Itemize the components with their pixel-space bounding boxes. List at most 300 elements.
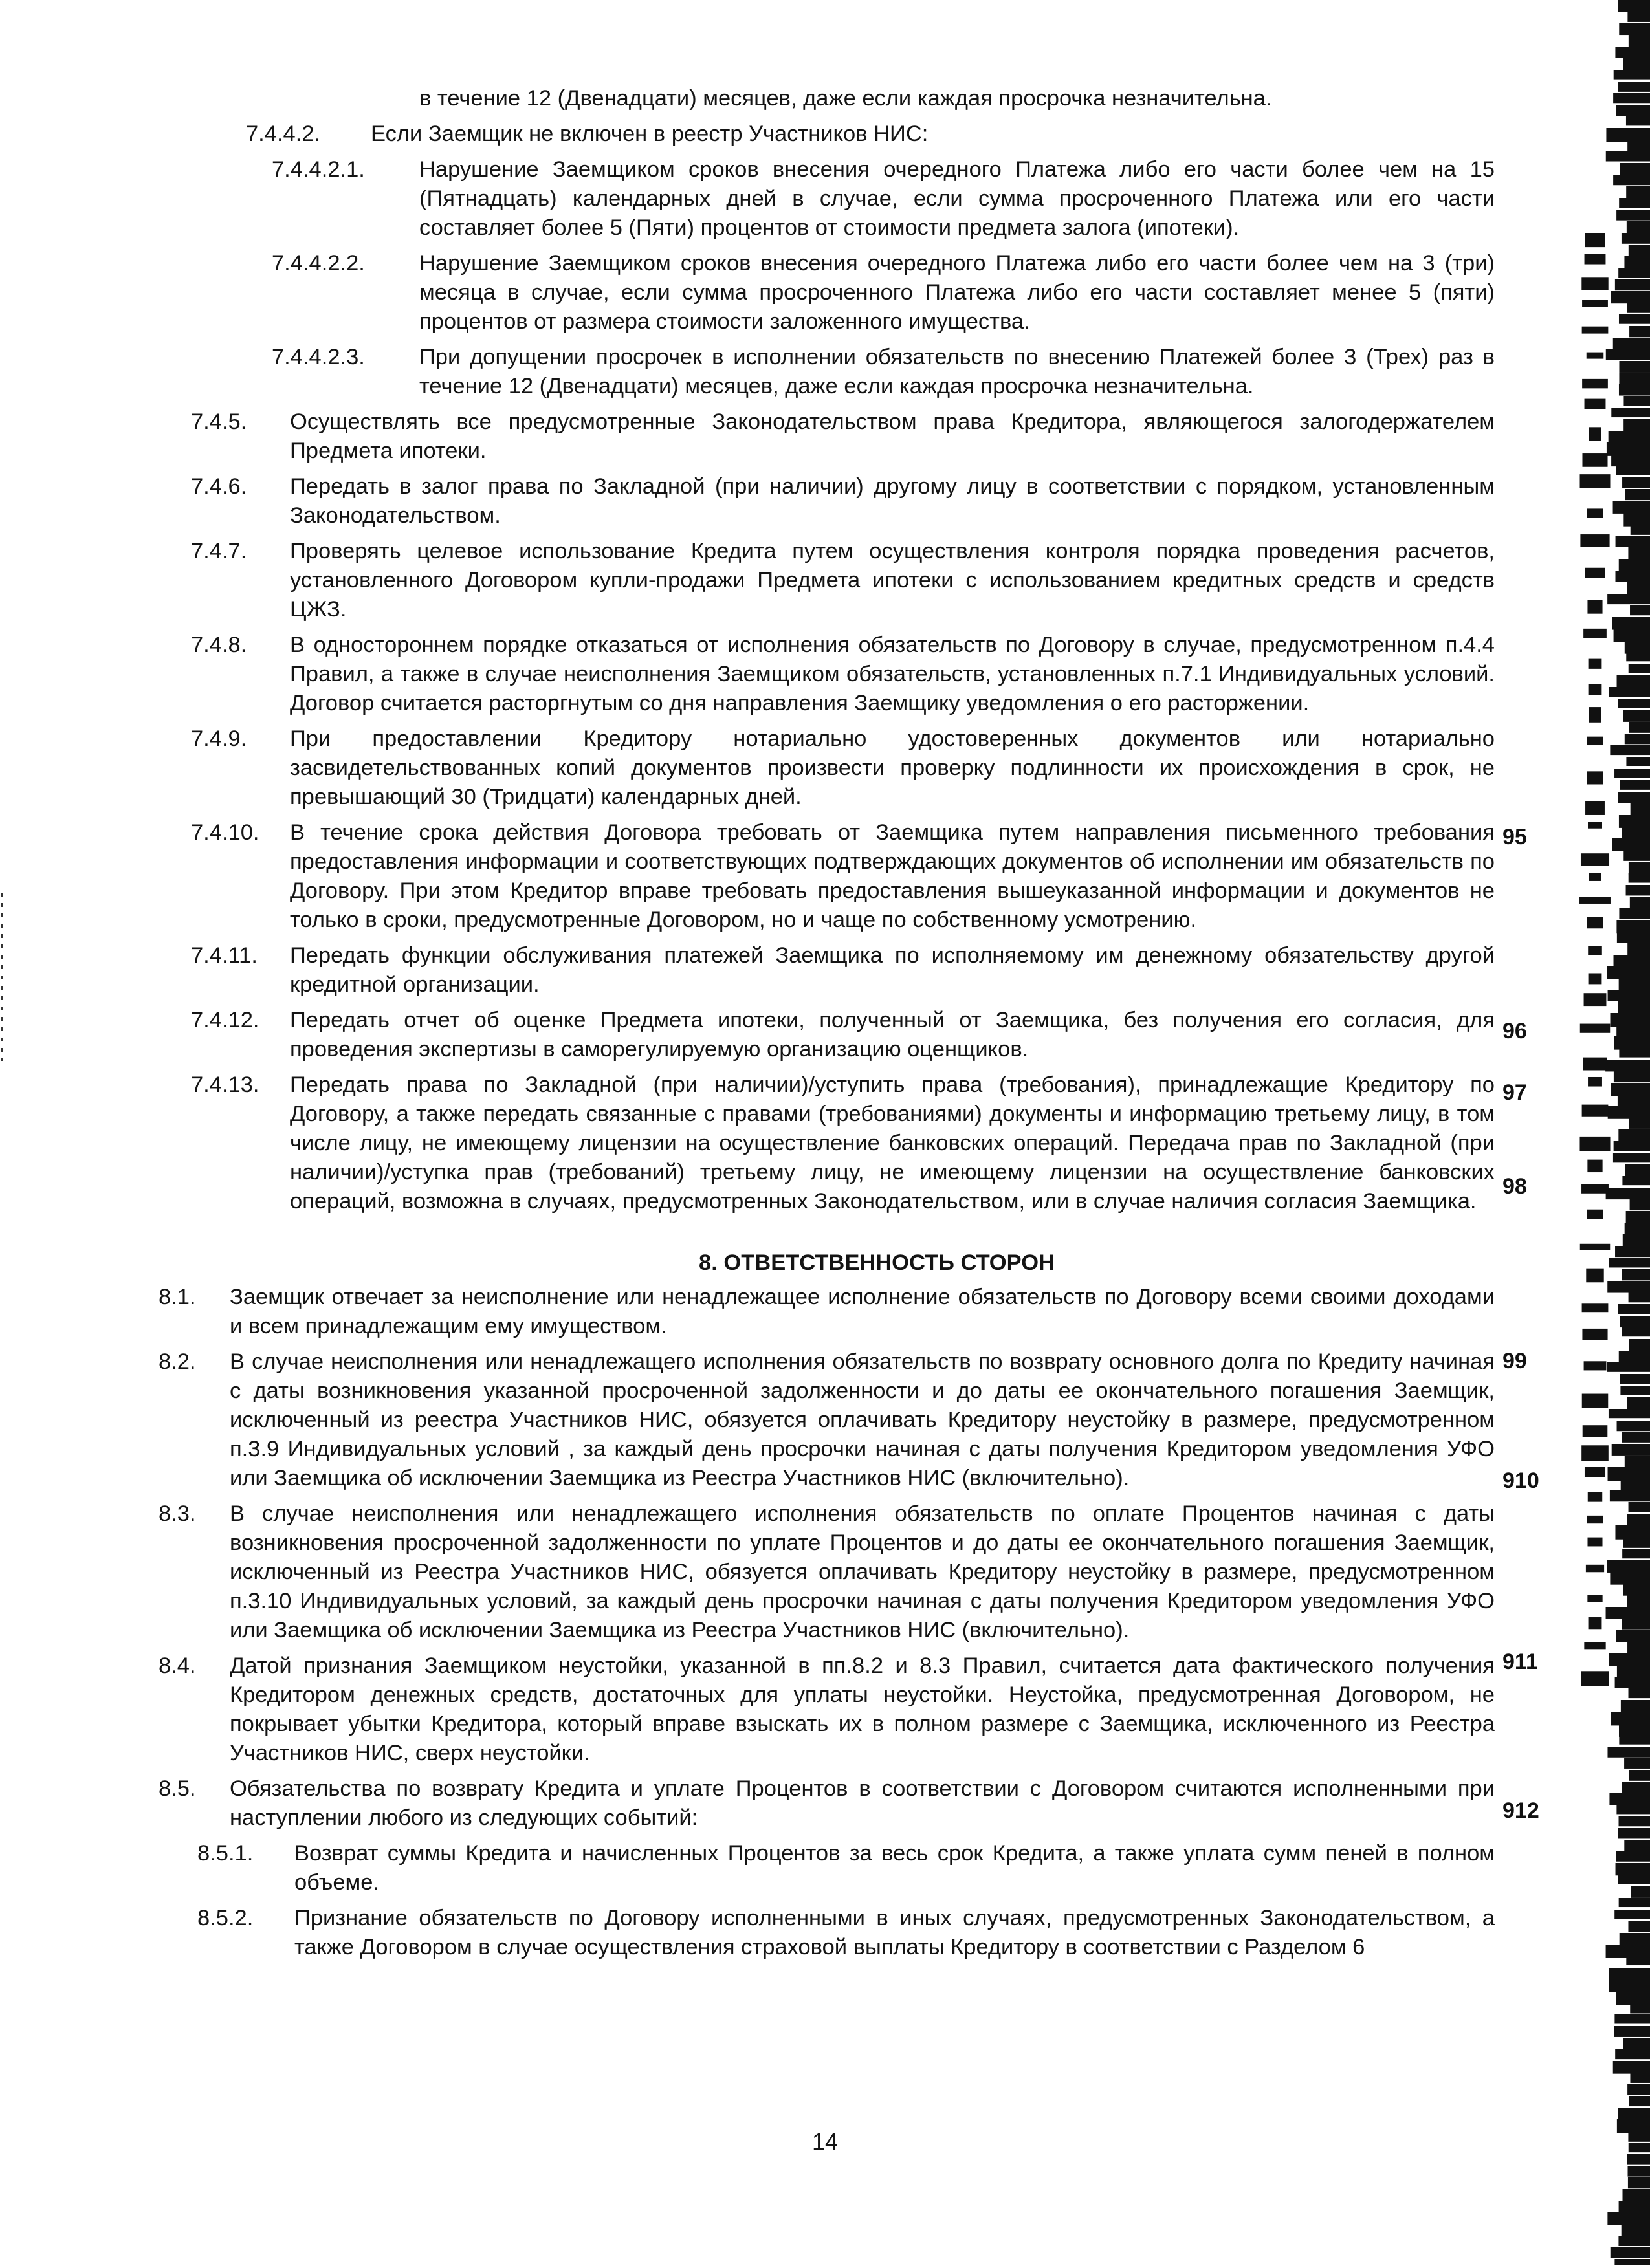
edge-bar [1586, 1565, 1604, 1572]
edge-stroke [1616, 1805, 1650, 1814]
edge-stroke [1618, 1875, 1650, 1884]
edge-stroke [1622, 1327, 1650, 1336]
scan-left-edge [0, 0, 5, 2265]
edge-stroke [1622, 233, 1650, 244]
edge-stroke [1613, 338, 1650, 350]
page-number: 14 [811, 2128, 839, 2155]
clause-number: 8.5.1. [197, 1841, 254, 1866]
edge-stroke [1624, 1758, 1650, 1769]
edge-stroke [1611, 2247, 1650, 2258]
clause [149, 537, 1495, 624]
edge-bar [1589, 659, 1602, 669]
edge-stroke [1622, 1619, 1650, 1630]
edge-stroke [1627, 1595, 1650, 1608]
edge-stroke [1628, 2131, 1650, 2142]
clause-number: 8.1. [159, 1285, 196, 1309]
clause [149, 249, 1495, 336]
edge-bar [1588, 822, 1602, 829]
clause [149, 818, 1495, 935]
edge-bar [1580, 534, 1609, 547]
edge-stroke [1629, 873, 1650, 883]
clause-text: Если Заемщик не включен в реестр Участников НИС: [371, 122, 929, 146]
clause [149, 1652, 1495, 1768]
edge-stroke [1618, 2236, 1650, 2246]
edge-stroke [1614, 1036, 1650, 1050]
edge-stroke [1620, 1374, 1650, 1384]
edge-stroke [1623, 1537, 1650, 1548]
edge-stroke [1629, 1688, 1650, 1698]
clause [149, 155, 1495, 243]
edge-bar [1580, 474, 1611, 488]
edge-stroke [1615, 1677, 1650, 1688]
edge-stroke [1607, 2212, 1650, 2225]
edge-stroke [1619, 1735, 1650, 1745]
edge-stroke [1626, 757, 1650, 766]
edge-stroke [1627, 12, 1650, 22]
margin-mark: 97 [1502, 1080, 1527, 1105]
edge-bar [1585, 254, 1606, 265]
edge-stroke [1607, 594, 1650, 604]
edge-stroke [1620, 780, 1650, 790]
clause-number: 8.2. [159, 1349, 196, 1374]
edge-stroke [1629, 862, 1650, 875]
edge-stroke [1612, 838, 1650, 851]
edge-stroke [1631, 524, 1650, 535]
clause-number: 7.4.4.2.3. [272, 345, 365, 369]
edge-bar [1587, 1210, 1603, 1219]
clause [149, 472, 1495, 530]
clause-continuation: в течение 12 (Двенадцати) месяцев, даже если каждая просрочка незначительна. [419, 86, 1272, 111]
edge-stroke [1613, 501, 1650, 514]
edge-stroke [1618, 2108, 1650, 2119]
edge-bar [1589, 684, 1602, 695]
edge-stroke [1629, 664, 1650, 673]
edge-stroke [1617, 1421, 1650, 1431]
edge-bar [1581, 1184, 1609, 1194]
edge-stroke [1627, 221, 1650, 234]
edge-stroke [1631, 803, 1650, 816]
edge-stroke [1629, 2096, 1650, 2106]
edge-stroke [1606, 1188, 1650, 1199]
clause [149, 1071, 1495, 1216]
clause [149, 941, 1495, 999]
edge-bar [1582, 1329, 1607, 1340]
clause [149, 1283, 1495, 1341]
edge-bar [1588, 946, 1602, 955]
edge-stroke [1630, 2003, 1650, 2013]
clause [149, 631, 1495, 718]
edge-stroke [1626, 652, 1650, 661]
edge-stroke [1606, 1945, 1650, 1958]
edge-stroke [1607, 1281, 1650, 1293]
edge-stroke [1623, 710, 1650, 722]
clauses-section-8 [149, 1283, 1495, 1962]
clause-number: 7.4.13. [191, 1073, 259, 1097]
clause-text: Обязательства по возврату Кредита и уплате Процентов в соответствии с Договором считаются исполненными при наступлении любого из следующих событий: [230, 1776, 1495, 1830]
edge-stroke [1618, 1001, 1650, 1014]
clause-number: 7.4.5. [191, 409, 247, 434]
clause-number: 7.4.9. [191, 726, 247, 751]
edge-bar [1582, 1105, 1609, 1117]
margin-mark: 911 [1502, 1650, 1538, 1674]
edge-bar [1583, 1425, 1608, 1437]
edge-stroke [1614, 1141, 1650, 1151]
edge-stroke [1626, 1956, 1650, 1965]
edge-stroke [1618, 699, 1650, 708]
edge-stroke [1609, 1653, 1650, 1666]
edge-stroke [1619, 361, 1650, 373]
edge-stroke [1616, 210, 1650, 221]
edge-stroke [1613, 175, 1650, 185]
edge-stroke [1619, 1048, 1650, 1058]
clause-number: 8.5.2. [197, 1906, 254, 1930]
clause-text: Передать отчет об оценке Предмета ипотеки, полученный от Заемщика, без получения его согласия, для проведения экспертизы в саморегулируемую организацию оценщиков. [290, 1008, 1495, 1062]
edge-bar [1589, 1617, 1602, 1629]
clause [149, 1839, 1495, 1897]
edge-bar [1589, 873, 1601, 881]
edge-stroke [1627, 1642, 1650, 1653]
clause [149, 1499, 1495, 1645]
clause-number: 8.5. [159, 1776, 196, 1801]
edge-bar [1587, 508, 1603, 518]
margin-mark: 910 [1502, 1468, 1539, 1493]
edge-bar [1589, 427, 1601, 441]
edge-stroke [1627, 582, 1650, 595]
clause-text: Признание обязательств по Договору исполненными в иных случаях, предусмотренных Законодательством, а также Договором в случае осуществления страховой выплаты Кредитору в соответствии с Разделом 6 [294, 1906, 1495, 1959]
edge-bar [1585, 1467, 1605, 1477]
edge-stroke [1626, 1211, 1650, 1223]
edge-stroke [1625, 489, 1650, 500]
edge-stroke [1614, 2259, 1650, 2265]
margin-mark: 95 [1502, 825, 1527, 849]
edge-stroke [1620, 1316, 1650, 1327]
edge-stroke [1630, 897, 1650, 909]
edge-stroke [1616, 571, 1650, 582]
edge-stroke [1607, 442, 1650, 456]
edge-bar [1585, 801, 1605, 815]
edge-stroke [1625, 1456, 1650, 1468]
edge-bar [1583, 1058, 1607, 1071]
edge-bar [1587, 1595, 1602, 1602]
edge-stroke [1615, 1246, 1650, 1257]
clauses-section-7 [149, 84, 1495, 1216]
edge-stroke [1629, 1339, 1650, 1352]
edge-stroke [1629, 722, 1650, 733]
clause-number: 7.4.4.2.2. [272, 251, 365, 276]
edge-stroke [1613, 2061, 1650, 2074]
clause-number: 7.4.7. [191, 539, 247, 563]
edge-stroke [1620, 1386, 1650, 1395]
edge-stroke [1622, 1549, 1650, 1558]
edge-stroke [1606, 349, 1650, 360]
edge-stroke [1614, 769, 1650, 778]
edge-stroke [1629, 1770, 1650, 1781]
edge-stroke [1626, 116, 1650, 125]
scan-right-edge [1495, 0, 1650, 2265]
edge-bar [1585, 568, 1605, 578]
edge-bar [1589, 973, 1602, 984]
edge-stroke [1610, 1490, 1650, 1501]
clause-text: В течение срока действия Договора требовать от Заемщика путем направления письменного требования предоставления информации и соответствующих подтверждающих документов об исполнении им обязательств по Договору. При этом Кредитор вправе требовать предоставления вышеуказанной информации и документов не только в сроки, предусмотренные Договором, но и чаще по собственному усмотрению. [290, 820, 1495, 932]
edge-stroke [1606, 151, 1650, 162]
edge-stroke [1619, 1351, 1650, 1362]
edge-stroke [1619, 23, 1650, 35]
edge-bar [1582, 1303, 1609, 1312]
edge-bar [1580, 1024, 1610, 1033]
edge-stroke [1627, 2166, 1650, 2177]
edge-bar [1579, 897, 1611, 904]
edge-stroke [1607, 1560, 1650, 1573]
clause [149, 1774, 1495, 1833]
edge-bar [1589, 707, 1601, 723]
edge-stroke [1627, 140, 1650, 151]
edge-stroke [1614, 629, 1650, 642]
edge-stroke [1629, 2143, 1650, 2152]
edge-stroke [1622, 1176, 1650, 1185]
edge-stroke [1617, 675, 1650, 689]
clause-number: 7.4.10. [191, 820, 259, 845]
edge-stroke [1620, 163, 1650, 175]
clause-text: Датой признания Заемщиком неустойки, указанной в пп.8.2 и 8.3 Правил, считается дата фактического получения Кредитором денежных средств, достаточных для уплаты неустойки. Неустойка, предусмотренная Договором, не покрывает убытки Кредитора, который вправе взыскать их в полном размере с Заемщика, исключенного из Реестра Участников НИС, сверх неустойки. [230, 1653, 1495, 1765]
edge-stroke [1624, 1840, 1650, 1851]
clause-text: Передать в залог права по Закладной (при наличии) другому лицу в соответствии с порядком, установленным Законодательством. [290, 474, 1495, 528]
edge-bar [1582, 1394, 1609, 1408]
edge-bar [1582, 453, 1607, 467]
edge-stroke [1614, 1910, 1650, 1919]
edge-stroke [1617, 1665, 1650, 1677]
clause-text: Осуществлять все предусмотренные Законодательством права Кредитора, являющегося залогодержателем Предмета ипотеки. [290, 409, 1495, 463]
edge-stroke [1616, 466, 1650, 475]
margin-mark: 98 [1502, 1174, 1527, 1199]
edge-stroke [1609, 1793, 1650, 1805]
edge-stroke [1615, 279, 1650, 290]
edge-stroke [1622, 1432, 1650, 1443]
edge-bar [1581, 1671, 1609, 1686]
edge-stroke [1622, 1269, 1650, 1280]
clause-text: Возврат суммы Кредита и начисленных Процентов за весь срок Кредита, а также уплата сумм пеней в полном объеме. [294, 1841, 1495, 1895]
edge-stroke [1609, 1979, 1650, 1992]
edge-stroke [1619, 1898, 1650, 1907]
edge-stroke [1613, 1153, 1650, 1162]
clause-text: При предоставлении Кредитору нотариально удостоверенных документов или нотариально засвидетельствованных копий документов произвести проверку подлинности их происхождения в срок, не превышающий 30 (Тридцати) календарных дней. [290, 726, 1495, 809]
edge-bar [1584, 993, 1607, 1006]
edge-stroke [1619, 908, 1650, 919]
edge-stroke [1631, 1886, 1650, 1898]
edge-stroke [1616, 105, 1650, 116]
edge-bar [1587, 1160, 1602, 1172]
edge-stroke [1610, 1572, 1650, 1585]
edge-stroke [1619, 559, 1650, 572]
edge-stroke [1623, 58, 1650, 71]
clause-text: В случае неисполнения или ненадлежащего исполнения обязательств по оплате Процентов начиная с даты возникновения просроченной задолженности по уплате Процентов и до даты ее окончательного погашения Заемщик, исключенный из Реестра Участников НИС, обязуется оплачивать Кредитору неустойку в размере, предусмотренном п.3.10 Индивидуальных условий, за каждый день просрочки начиная с даты получения Кредитором уведомления УФО или Заемщика об исключении Заемщика из Реестра Участников НИС (включительно). [230, 1501, 1495, 1642]
edge-stroke [1607, 1362, 1650, 1372]
clause-text: Заемщик отвечает за неисполнение или ненадлежащее исполнение обязательств по Договору всеми своими доходами и всем принадлежащим ему имуществом. [230, 1285, 1495, 1338]
edge-bar [1584, 1642, 1605, 1649]
edge-bar [1587, 353, 1604, 359]
edge-stroke [1611, 408, 1650, 417]
edge-stroke [1612, 1444, 1650, 1456]
edge-bar [1584, 1361, 1607, 1370]
edge-stroke [1623, 396, 1650, 406]
edge-stroke [1627, 2154, 1650, 2165]
edge-bar [1585, 399, 1606, 409]
edge-stroke [1627, 2084, 1650, 2095]
edge-stroke [1627, 303, 1650, 313]
clause-text: В случае неисполнения или ненадлежащего исполнения обязательств по возврату основного долга по Кредиту начиная с даты возникновения указанной просроченной задолженности и до даты ее окончательного погашения Заемщик, исключенный из реестра Участников НИС, обязуется оплачивать Кредитору неустойку в размере, предусмотренном п.3.9 Индивидуальных условий , за каждый день просрочки начиная с даты получения Кредитором уведомления УФО или Заемщика об исключении Заемщика из Реестра Участников НИС (включительно). [230, 1349, 1495, 1490]
clause-number: 7.4.4.2.1. [272, 157, 365, 182]
edge-stroke [1614, 955, 1650, 966]
document-body [149, 84, 1495, 1968]
edge-stroke [1619, 373, 1650, 386]
margin-mark: 912 [1502, 1798, 1539, 1823]
edge-stroke [1609, 1409, 1650, 1418]
edge-stroke [1606, 1607, 1650, 1619]
clause [149, 1904, 1495, 1962]
edge-stroke [1608, 990, 1650, 1001]
edge-stroke [1618, 792, 1650, 803]
edge-stroke [1609, 1258, 1650, 1267]
clause [149, 1347, 1495, 1493]
edge-bar [1587, 1538, 1602, 1547]
edge-stroke [1616, 1851, 1650, 1862]
edge-stroke [1625, 734, 1650, 744]
edge-stroke [1618, 1828, 1650, 1838]
edge-stroke [1625, 1164, 1650, 1176]
edge-stroke [1614, 2026, 1650, 2037]
edge-stroke [1608, 1106, 1650, 1119]
edge-stroke [1618, 1095, 1650, 1106]
edge-stroke [1625, 640, 1650, 654]
edge-stroke [1622, 477, 1650, 488]
edge-stroke [1623, 850, 1650, 861]
edge-bar [1580, 1244, 1610, 1250]
edge-bar [1582, 327, 1609, 334]
clause-number: 8.4. [159, 1653, 196, 1678]
edge-bar [1581, 853, 1609, 866]
edge-stroke [1628, 1921, 1650, 1932]
edge-stroke [1618, 1304, 1650, 1314]
edge-stroke [1624, 256, 1650, 270]
edge-stroke [1618, 1816, 1650, 1826]
edge-stroke [1629, 1118, 1650, 1129]
edge-stroke [1630, 2073, 1650, 2083]
clause [149, 120, 1495, 149]
edge-bar [1579, 1137, 1610, 1151]
edge-bar [1587, 917, 1603, 928]
edge-stroke [1607, 966, 1650, 979]
edge-stroke [1630, 1199, 1650, 1210]
clause-text: Передать функции обслуживания платежей Заемщика по исполняемому им денежному обязательству другой кредитной организации. [290, 943, 1495, 997]
edge-stroke [1614, 1071, 1650, 1082]
edge-stroke [1629, 1292, 1650, 1302]
edge-stroke [1610, 745, 1650, 755]
clause-number: 7.4.6. [191, 474, 247, 499]
edge-stroke [1619, 815, 1650, 828]
edge-bar [1588, 1077, 1602, 1087]
edge-bar [1582, 379, 1608, 388]
edge-stroke [1619, 198, 1650, 208]
clause [149, 408, 1495, 466]
clause [149, 1006, 1495, 1064]
edge-stroke [1618, 0, 1650, 12]
edge-stroke [1629, 326, 1650, 337]
edge-stroke [1620, 1933, 1650, 1945]
edge-stroke [1615, 2049, 1650, 2059]
clause [149, 725, 1495, 812]
margin-mark: 96 [1502, 1019, 1527, 1043]
edge-stroke [1622, 2224, 1650, 2237]
edge-stroke [1619, 1723, 1650, 1737]
edge-stroke [1618, 82, 1650, 92]
edge-stroke [1628, 2177, 1650, 2188]
edge-stroke [1614, 2014, 1650, 2024]
edge-bar [1581, 1445, 1609, 1461]
clause-text: В одностороннем порядке отказаться от исполнения обязательств по Договору в случае, предусмотренном п.4.4 Правил, а также в случае неисполнения Заемщиком обязательств, установленных п.7.1 Индивидуальных условий. Договор считается расторгнутым со дня направления Заемщику уведомления о его расторжении. [290, 633, 1495, 715]
clause-number: 7.4.12. [191, 1008, 259, 1032]
edge-stroke [1623, 419, 1650, 432]
edge-stroke [1611, 454, 1650, 466]
edge-stroke [1627, 1397, 1650, 1410]
edge-stroke [1616, 1630, 1650, 1642]
clause-number: 8.3. [159, 1501, 196, 1526]
edge-stroke [1629, 1502, 1650, 1512]
edge-stroke [1619, 384, 1650, 396]
clause [149, 343, 1495, 401]
edge-bar [1587, 600, 1602, 614]
edge-stroke [1611, 291, 1650, 303]
clause-text: Нарушение Заемщиком сроков внесения очередного Платежа либо его части более чем на 15 (Пятнадцать) календарных дней в случае, если сумма просроченного Платежа или его части составляет более 5 (Пяти) процентов от стоимости предмета залога (ипотеки). [419, 157, 1495, 240]
edge-stroke [1616, 1863, 1650, 1875]
clause-text: Нарушение Заемщиком сроков внесения очередного Платежа либо его части более чем на 3 (три) месяца в случае, если сумма просроченного Платежа либо его части составляет менее 5 (пяти) процентов от размера стоимости заложенного имущества. [419, 251, 1495, 334]
edge-stroke [1607, 1747, 1650, 1758]
edge-bar [1587, 1516, 1603, 1523]
edge-stroke [1629, 35, 1650, 49]
edge-stroke [1614, 70, 1650, 80]
edge-bar [1582, 300, 1608, 307]
edge-stroke [1619, 2201, 1650, 2212]
edge-bar [1586, 1269, 1603, 1283]
edge-stroke [1630, 605, 1650, 615]
edge-stroke [1612, 617, 1650, 630]
edge-bar [1587, 771, 1603, 784]
edge-bar [1587, 737, 1603, 745]
edge-stroke [1619, 314, 1650, 324]
edge-stroke [1611, 1083, 1650, 1096]
edge-bar [1581, 277, 1608, 290]
clause-number: 7.4.11. [191, 943, 258, 968]
edge-stroke [1618, 268, 1650, 278]
section-title: 8. ОТВЕТСТВЕННОСТЬ СТОРОН [699, 1250, 1055, 1275]
edge-bar [1585, 233, 1605, 247]
edge-stroke [1605, 1060, 1650, 1071]
clause-text: Передать права по Закладной (при наличии)/уступить права (требования), принадлежащие Кредитору по Договору, а также передать связанные с правами (требованиями) документы и информацию третьему лицу, в том числе лицу, не имеющему лицензии на осуществление банковских операций. Передача прав по Закладной (при наличии)/уступка прав (требований) третьему лицу, не имеющему лицензии на осуществление банковских операций, возможна в случаях, предусмотренных Законодательством, или в случае наличия согласия Заемщика. [290, 1073, 1495, 1214]
edge-stroke [1625, 1223, 1650, 1236]
margin-mark: 99 [1502, 1349, 1527, 1373]
edge-stroke [1609, 687, 1650, 697]
edge-stroke [1627, 1514, 1650, 1527]
clause-number: 7.4.4.2. [246, 122, 321, 146]
clause-text: Проверять целевое использование Кредита путем осуществления контроля порядка проведения расчетов, установленного Договором купли-продажи Предмета ипотеки с использованием кредитных средств и средств ЦЖЗ. [290, 539, 1495, 622]
edge-stroke [1615, 47, 1650, 58]
edge-stroke [1616, 536, 1650, 547]
edge-stroke [1617, 932, 1650, 943]
edge-stroke [1623, 2189, 1650, 2203]
edge-stroke [1613, 93, 1650, 103]
edge-stroke [1623, 1584, 1650, 1596]
edge-bar [1583, 629, 1607, 638]
edge-stroke [1626, 885, 1650, 895]
edge-bar [1588, 1492, 1602, 1502]
